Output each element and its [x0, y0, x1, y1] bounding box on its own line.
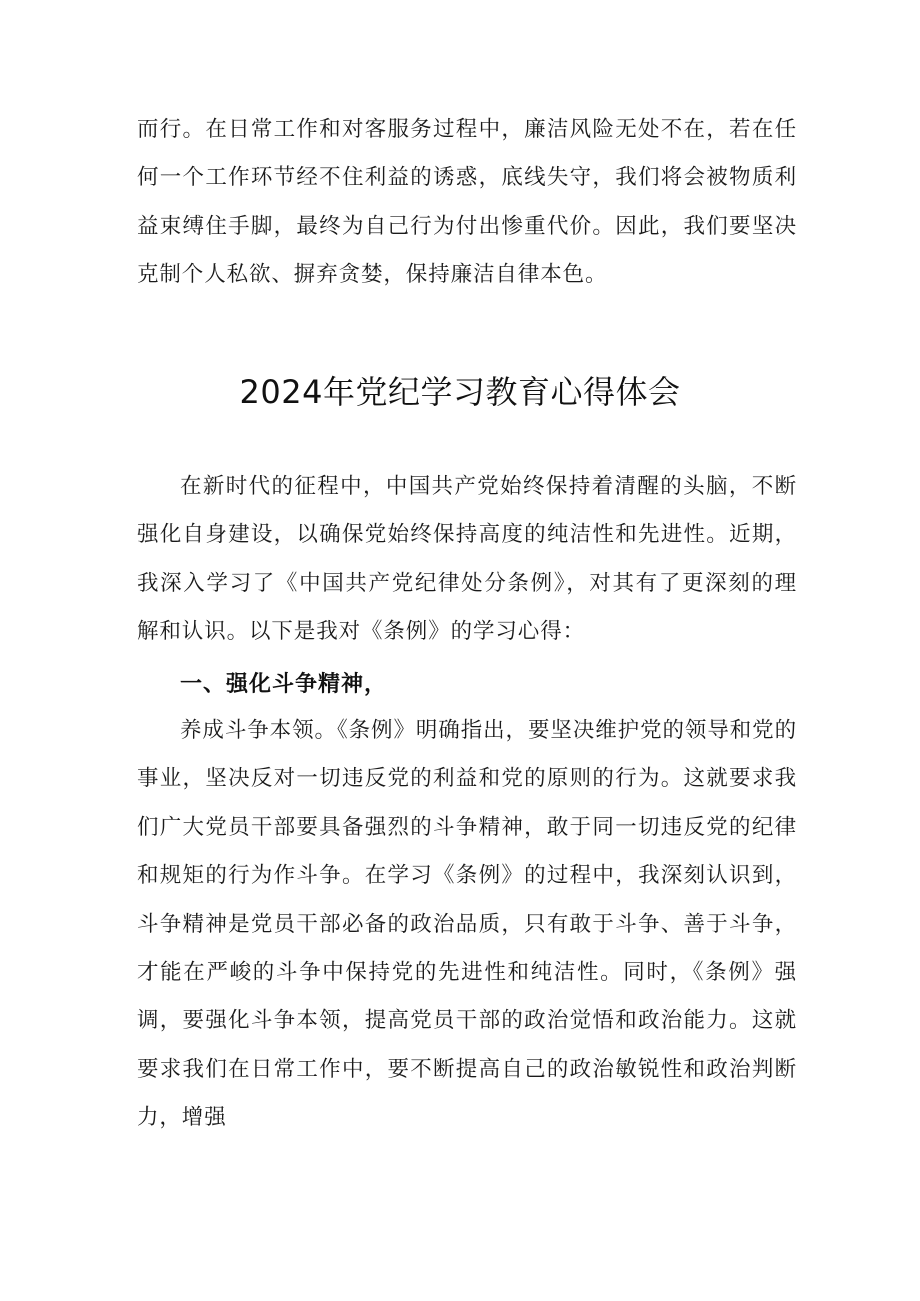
intro-paragraph: 在新时代的征程中，中国共产党始终保持着清醒的头脑，不断强化自身建设，以确保党始终保持高度的纯洁性和先进性。近期，我深入学习了《中国共产党纪律处分条例》，对其有了更深刻的理解和认识。以下是我对《条例》的学习心得： [137, 474, 797, 645]
continued-paragraph: 而行。在日常工作和对客服务过程中，廉洁风险无处不在，若在任何一个工作环节经不住利益的诱惑，底线失守，我们将会被物质利益束缚住手脚，最终为自己行为付出惨重代价。因此，我们要坚决克制个人私欲、摒弃贪婪，保持廉洁自律本色。 [137, 117, 797, 288]
section-paragraph: 养成斗争本领。《条例》明确指出，要坚决维护党的领导和党的事业，坚决反对一切违反党的利益和党的原则的行为。这就要求我们广大党员干部要具备强烈的斗争精神，敢于同一切违反党的纪律和规矩的行为作斗争。在学习《条例》的过程中，我深刻认识到，斗争精神是党员干部必备的政治品质，只有敢于斗争、善于斗争，才能在严峻的斗争中保持党的先进性和纯洁性。同时，《条例》强调，要强化斗争本领，提高党员干部的政治觉悟和政治能力。这就要求我们在日常工作中，要不断提高自己的政治敏锐性和政治判断力，增强 [137, 718, 797, 1131]
section-heading: 一、强化斗争精神， [180, 672, 388, 697]
document-title: 2024年党纪学习教育心得体会 [239, 373, 681, 411]
